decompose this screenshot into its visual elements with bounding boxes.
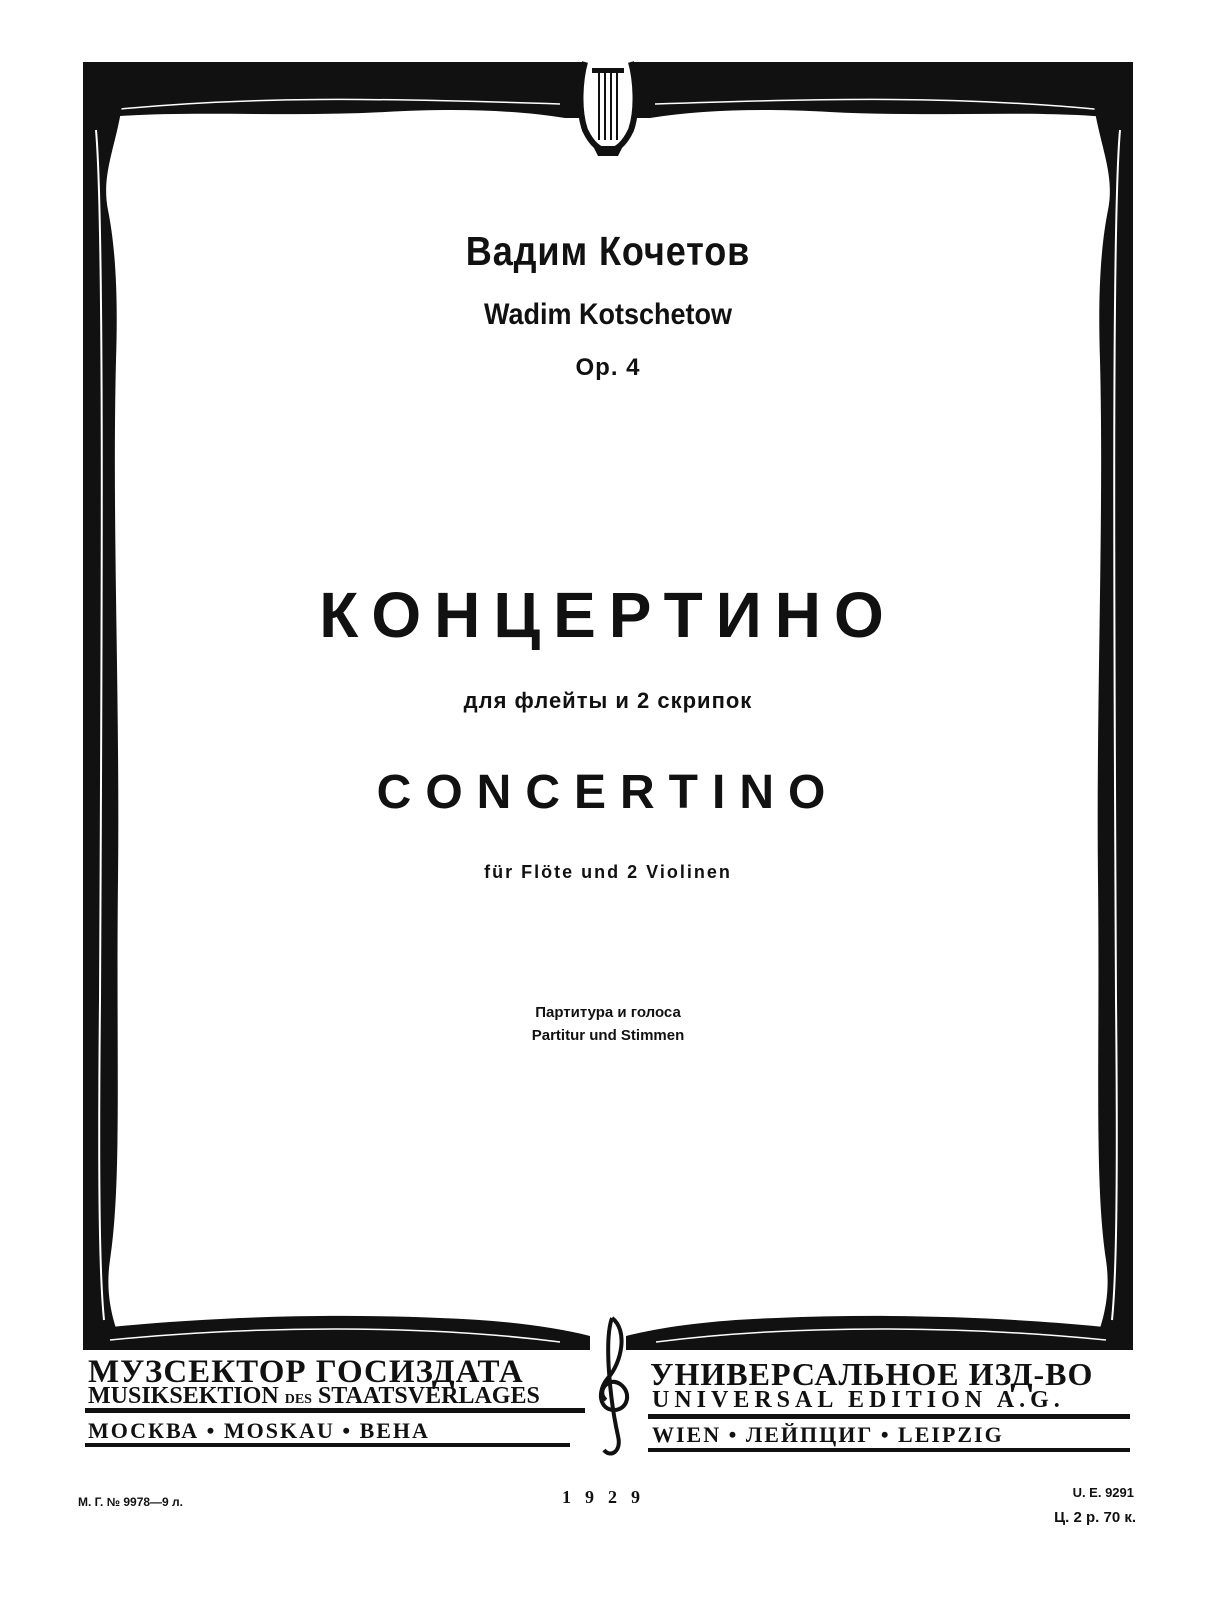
publisher-left-de: [88, 1383, 540, 1410]
footer-code: М. Г. № 9978—9 л.: [78, 1495, 184, 1509]
parts-ru: Партитура и голоса: [535, 1004, 681, 1021]
opus-number: Op. 4: [575, 354, 641, 381]
right-pub-rule: [648, 1414, 1130, 1419]
bottom-cornice: [83, 1316, 590, 1350]
publisher-left-cities: МОСКВА • MOSKAU • ВЕНА: [88, 1418, 430, 1443]
publisher-right-ru: УНИВЕРСАЛЬНОЕ ИЗД-ВО: [650, 1356, 1094, 1392]
right-city-rule: [648, 1448, 1130, 1452]
subtitle-ru: для флейты и 2 скрипок: [463, 688, 753, 713]
footer-price: Ц. 2 р. 70 к.: [1054, 1509, 1136, 1526]
footer-ue-number: U. E. 9291: [1072, 1485, 1134, 1500]
title-ru: КОНЦЕРТИНО: [319, 579, 897, 651]
publisher-left-de-part1: MUSIKSEKTION: [88, 1383, 279, 1409]
publisher-left-de-small: DES: [284, 1392, 312, 1407]
publisher-right-cities: WIEN • ЛЕЙПЦИГ • LEIPZIG: [652, 1422, 1004, 1447]
publisher-left-ru: МУЗСЕКТОР ГОСИЗДАТА: [88, 1354, 524, 1390]
subtitle-de: für Flöte und 2 Violinen: [484, 862, 732, 882]
publisher-right-en: UNIVERSAL EDITION A.G.: [652, 1387, 1065, 1413]
treble-clef-icon: [601, 1318, 627, 1454]
lyre-icon: [580, 62, 635, 156]
right-border: [1092, 88, 1133, 1350]
composer-name-ru: Вадим Кочетов: [465, 228, 751, 274]
title-en: CONCERTINO: [376, 766, 840, 819]
composer-name-de: Wadim Kotschetow: [483, 298, 733, 331]
left-border: [83, 88, 124, 1350]
footer-year: 1929: [562, 1487, 654, 1507]
parts-de: Partitur und Stimmen: [531, 1027, 685, 1044]
publisher-left-de-part2: STAATSVERLAGES: [317, 1383, 540, 1409]
